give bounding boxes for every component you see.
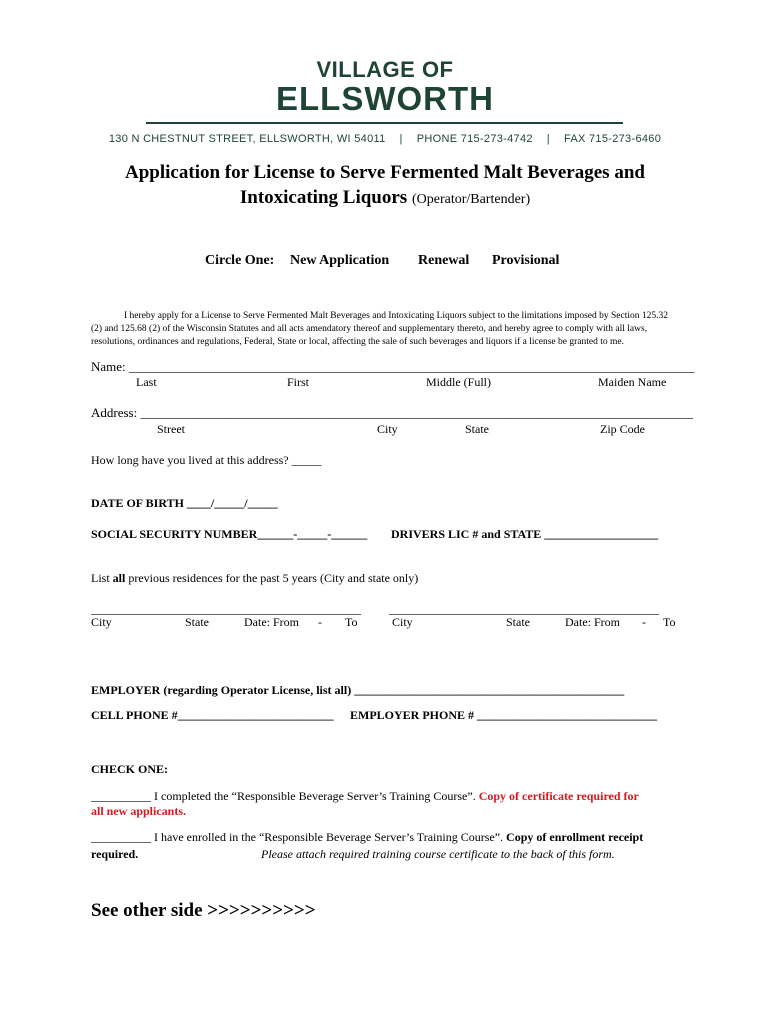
form-title-bold: Intoxicating Liquors: [239, 187, 408, 208]
res-left-date-from: Date: From: [244, 615, 299, 629]
res-right-state: State: [506, 615, 530, 629]
residences-prompt: [91, 571, 418, 586]
intro-paragraph: I hereby apply for a License to Serve Fermented Malt Beverages and Intoxicating Liquors subject to the limitations imposed by Section 125.32 (2) and 125.68 (2) of the Wisconsin Statutes and all acts amendatory thereof and supplementary thereto, and hereby agree to comply with all laws, resolutions, ordinances and regulations, Federal, State or local, affecting the sale of such beverages and liquors if a license be granted to me.: [91, 311, 669, 347]
separator: |: [546, 133, 550, 145]
separator: |: [399, 133, 403, 145]
cell-phone-field[interactable]: CELL PHONE #__________________________: [91, 708, 334, 722]
logo-ellsworth: ELLSWORTH: [276, 80, 494, 117]
residences-prompt-a: List: [91, 571, 113, 585]
res-left-city: City: [91, 615, 112, 629]
res-right-to: To: [663, 615, 676, 629]
name-sub-middle: Middle (Full): [426, 375, 491, 389]
residence-line-left[interactable]: _____________________________________________: [91, 602, 361, 616]
name-sub-first: First: [287, 375, 310, 389]
option-provisional[interactable]: Provisional: [492, 253, 560, 268]
check-one-label: CHECK ONE:: [91, 762, 169, 776]
res-right-dash: -: [642, 615, 646, 629]
see-other-side: See other side >>>>>>>>>>: [91, 900, 316, 921]
res-right-date-from: Date: From: [565, 615, 620, 629]
enrollment-receipt-note: Copy of enrollment receipt: [506, 830, 644, 844]
name-field[interactable]: Name: _______________________________________________________________________________________: [91, 359, 695, 374]
residence-line-right[interactable]: _____________________________________________: [389, 602, 659, 616]
phone-number: PHONE 715-273-4742: [416, 133, 533, 145]
certificate-required-note-cont: all new applicants.: [91, 804, 187, 818]
letterhead-rule: [146, 122, 623, 124]
option-renewal[interactable]: Renewal: [418, 253, 470, 268]
check-option-completed[interactable]: [91, 789, 639, 804]
res-right-city: City: [392, 615, 413, 629]
check-option-enrolled[interactable]: [91, 830, 643, 845]
residences-prompt-b: previous residences for the past 5 years (City and state only): [125, 571, 419, 585]
form-title-line2: [0, 187, 770, 209]
form-title-subtitle: (Operator/Bartender): [411, 192, 531, 207]
address-sub-city: City: [377, 422, 398, 436]
attach-certificate-note: Please attach required training course certificate to the back of this form.: [261, 847, 615, 861]
name-sub-last: Last: [136, 375, 157, 389]
certificate-required-note: Copy of certificate required for: [478, 789, 639, 803]
letterhead-address-line: [0, 133, 770, 145]
ssn-field[interactable]: SOCIAL SECURITY NUMBER______-_____-______: [91, 527, 368, 541]
address-field[interactable]: Address: _____________________________________________________________________________________: [91, 405, 693, 420]
how-long-field[interactable]: How long have you lived at this address? _____: [91, 453, 322, 467]
check-option-enrolled-text: __________ I have enrolled in the “Responsible Beverage Server’s Training Course”.: [91, 830, 504, 844]
date-of-birth-field[interactable]: DATE OF BIRTH ____/_____/_____: [91, 496, 278, 510]
res-left-dash: -: [318, 615, 322, 629]
res-left-state: State: [185, 615, 209, 629]
residences-prompt-bold: all: [112, 571, 126, 585]
employer-phone-field[interactable]: EMPLOYER PHONE # ______________________________: [350, 708, 658, 722]
enrollment-receipt-note-cont: required.: [91, 847, 139, 861]
address-sub-street: Street: [157, 422, 185, 436]
address-sub-zip: Zip Code: [600, 422, 645, 436]
res-left-to: To: [345, 615, 358, 629]
fax-number: FAX 715-273-6460: [563, 133, 662, 145]
address-sub-state: State: [465, 422, 489, 436]
name-sub-maiden: Maiden Name: [598, 375, 667, 389]
check-option-completed-text: __________ I completed the “Responsible Beverage Server’s Training Course”.: [91, 789, 476, 803]
street-address: 130 N CHESTNUT STREET, ELLSWORTH, WI 54011: [108, 133, 386, 145]
form-title-line1: Application for License to Serve Fermented Malt Beverages and: [125, 162, 645, 183]
option-new-application[interactable]: New Application: [290, 253, 390, 268]
employer-field[interactable]: EMPLOYER (regarding Operator License, list all) _____________________________________________: [91, 683, 625, 697]
logo-village-of: VILLAGE OF: [316, 57, 454, 82]
drivers-license-field[interactable]: DRIVERS LIC # and STATE ___________________: [391, 527, 659, 541]
circle-one-label: Circle One:: [205, 253, 275, 268]
